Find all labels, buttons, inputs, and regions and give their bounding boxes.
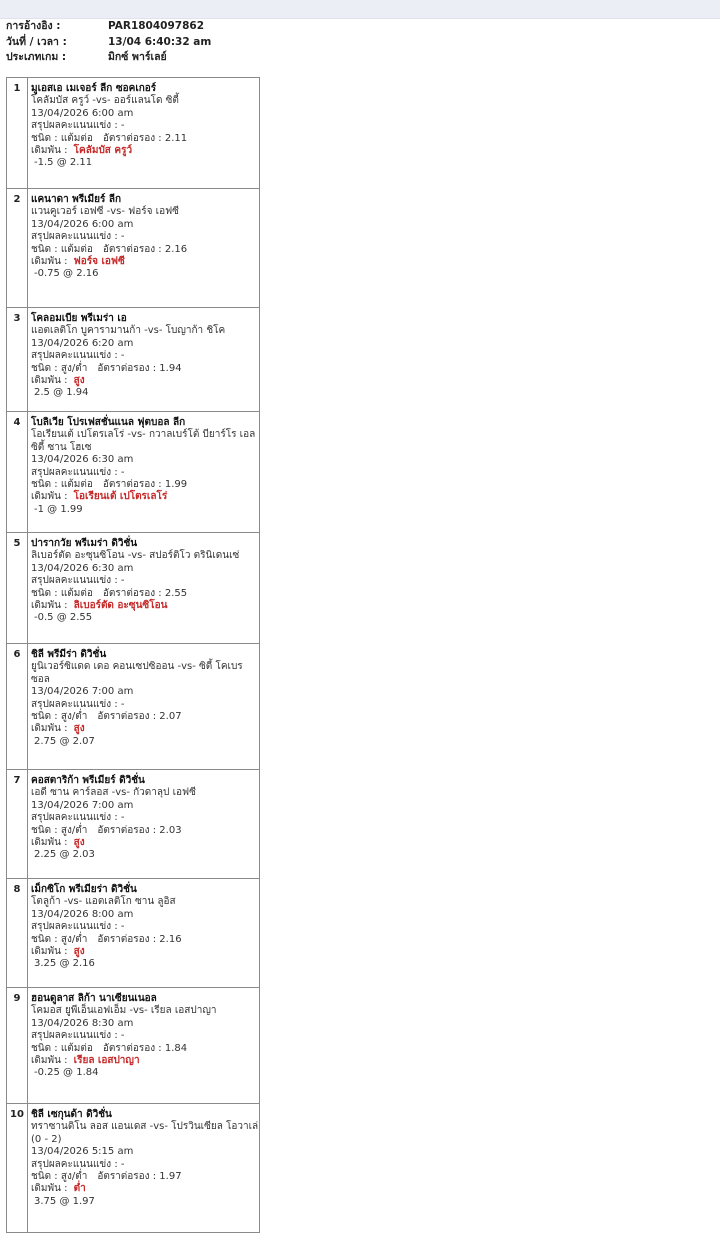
bet-number: 10 [7,1104,28,1232]
bet-selection: สูง [73,723,85,735]
league-name: โบลิเวีย โปรเฟสชั่นแนล ฟุตบอล ลีก [31,417,186,428]
bet-details [28,189,259,307]
bet-details [28,412,259,532]
odds-prefix: อัตราต่อรอง : [102,243,165,255]
bet-selection: ต่ำ [73,1183,86,1195]
bet-details [28,988,259,1103]
result-summary: สรุปผลคะแนนแข่ง : - [31,350,125,362]
bet-selection-line [31,145,259,157]
bet-prefix: เดิมพัน : [31,723,71,735]
bet-selection-line [31,1055,259,1067]
bet-details [28,644,259,769]
match-datetime: 13/04/2026 6:30 am [31,562,134,574]
bet-prefix: เดิมพัน : [31,946,71,958]
bet-selection: สูง [73,837,85,849]
type-prefix: ชนิด : [31,479,61,491]
bet-row [7,988,259,1104]
bet-row [7,533,259,644]
bet-details [28,1104,259,1232]
bet-number: 5 [7,533,28,643]
bet-details [28,770,259,878]
bet-selection-line [31,256,259,268]
bet-list [6,77,260,1233]
odds-prefix: อัตราต่อรอง : [97,933,160,945]
league-name: แคนาดา พรีเมียร์ ลีก [31,194,122,205]
handicap-odds: 2.25 @ 2.03 [34,849,95,861]
bet-selection-line [31,600,259,612]
bet-selection: เรียล เอสปาญา [73,1055,140,1067]
odds-prefix: อัตราต่อรอง : [97,711,160,723]
bet-type: แต้มต่อ [60,243,93,255]
bet-number: 1 [7,78,28,188]
handicap-odds: -0.5 @ 2.55 [34,612,93,624]
bet-type: แต้มต่อ [60,1042,93,1054]
result-summary: สรุปผลคะแนนแข่ง : - [31,575,125,587]
gametype-row [6,50,211,66]
type-prefix: ชนิด : [31,243,61,255]
bet-selection-line [31,1183,259,1195]
bet-type-line [31,1171,259,1183]
type-prefix: ชนิด : [31,933,61,945]
bet-odds: 2.03 [159,824,182,836]
bet-selection: สูง [73,375,85,387]
bet-selection: โคลัมบัส ครูว์ [73,145,133,157]
match-datetime: 13/04/2026 8:30 am [31,1017,134,1029]
bet-row [7,644,259,770]
datetime-row [6,35,211,51]
bet-number: 6 [7,644,28,769]
bet-type-line [31,711,259,723]
datetime-label: วันที่ / เวลา : [6,35,67,48]
ref-value: PAR1804097862 [108,20,205,32]
bet-prefix: เดิมพัน : [31,375,71,387]
bet-odds: 1.84 [164,1042,188,1054]
result-summary: สรุปผลคะแนนแข่ง : - [31,812,125,824]
handicap-odds: -1 @ 1.99 [34,503,83,515]
bet-row [7,189,259,308]
bet-selection-line [31,837,259,849]
bet-prefix: เดิมพัน : [31,1183,71,1195]
bet-details [28,78,259,188]
match-datetime: 13/04/2026 8:00 am [31,908,134,920]
bet-type: แต้มต่อ [60,132,93,144]
handicap-odds: -0.75 @ 2.16 [34,268,99,280]
result-summary: สรุปผลคะแนนแข่ง : - [31,120,125,132]
bet-odds: 2.11 [164,132,188,144]
match-teams: ลิเบอร์ตัด อะซุนซิโอน -vs- สปอร์ติโว ตรินิเดนเซ่ [31,550,240,562]
odds-prefix: อัตราต่อรอง : [102,132,165,144]
type-prefix: ชนิด : [31,824,61,836]
bet-type: สูง/ต่ำ [60,933,88,945]
bet-type: แต้มต่อ [60,587,93,599]
bet-type: สูง/ต่ำ [60,824,88,836]
league-name: คอสตาริก้า พรีเมียร์ ดิวิชั่น [31,775,145,786]
league-name: ฮอนดูลาส ลิก้า นาเซียนเนอล [31,993,157,1004]
bet-odds: 2.16 [159,933,182,945]
bet-details [28,308,259,411]
match-teams: แวนคูเวอร์ เอฟซี -vs- ฟอร์จ เอฟซี [31,206,179,218]
bet-selection-line [31,723,259,735]
bet-row [7,770,259,879]
odds-prefix: อัตราต่อรอง : [102,479,165,491]
match-teams: ยูนิเวอร์ซิแดด เดอ คอนเซปซิออน -vs- ซิตี้ โคเบรซอล [31,661,243,685]
bet-type: สูง/ต่ำ [60,362,88,374]
bet-details [28,533,259,643]
bet-odds: 1.99 [164,479,188,491]
league-name: มูเอสเอ เมเจอร์ ลีก ซอคเกอร์ [31,83,157,94]
bet-details [28,879,259,987]
bet-number: 8 [7,879,28,987]
bet-prefix: เดิมพัน : [31,145,71,157]
odds-prefix: อัตราต่อรอง : [97,824,160,836]
ref-label: การอ้างอิง : [6,20,61,32]
bet-type: แต้มต่อ [60,479,93,491]
bet-prefix: เดิมพัน : [31,600,71,612]
ticket-info [6,19,211,66]
type-prefix: ชนิด : [31,362,61,374]
match-datetime: 13/04/2026 6:20 am [31,337,134,349]
bet-prefix: เดิมพัน : [31,837,71,849]
match-datetime: 13/04/2026 7:00 am [31,799,134,811]
handicap-odds: -0.25 @ 1.84 [34,1067,99,1079]
match-teams: โคลัมบัส ครูว์ -vs- ออร์แลนโด ซิตี้ [31,95,179,107]
handicap-odds: 2.5 @ 1.94 [34,387,89,399]
match-datetime: 13/04/2026 5:15 am [31,1146,134,1158]
bet-row [7,308,259,412]
match-datetime: 13/04/2026 7:00 am [31,686,134,698]
odds-prefix: อัตราต่อรอง : [102,587,165,599]
type-prefix: ชนิด : [31,1042,61,1054]
bet-prefix: เดิมพัน : [31,491,71,503]
match-datetime: 13/04/2026 6:00 am [31,107,134,119]
bet-odds: 2.07 [159,711,182,723]
bet-type: สูง/ต่ำ [60,711,88,723]
type-prefix: ชนิด : [31,711,61,723]
bet-type-line [31,479,259,491]
league-name: เม็กซิโก พรีเมียร่า ดิวิชั่น [31,884,137,895]
type-prefix: ชนิด : [31,132,61,144]
match-datetime: 13/04/2026 6:00 am [31,218,134,230]
handicap-odds: 3.25 @ 2.16 [34,958,95,970]
match-teams: แอตเลติโก บูคารามานก้า -vs- โบญาก้า ชิโค [31,325,226,337]
bet-selection-line [31,946,259,958]
bet-type-line [31,934,259,946]
bet-number: 7 [7,770,28,878]
league-name: โคลอมเบีย พรีเมร่า เอ [31,313,127,324]
bet-type-line [31,588,259,600]
bet-number: 4 [7,412,28,532]
match-teams: โอเรียนเต้ เปโตรเลโร่ -vs- กวาลเบร์โต้ บียาร์โร เอล ซิตี้ ซาน โฮเซ [31,429,256,453]
odds-prefix: อัตราต่อรอง : [97,362,160,374]
result-summary: สรุปผลคะแนนแข่ง : - [31,921,125,933]
league-name: ชิลี พรีมีร่า ดิวิชั่น [31,649,107,660]
bet-type-line [31,1043,259,1055]
league-name: ปารากวัย พรีเมร่า ดิวิชั่น [31,538,138,549]
type-prefix: ชนิด : [31,587,61,599]
match-teams: โตลูก้า -vs- แอตเลติโก ซาน ลูอิส [31,896,176,908]
ref-row [6,19,211,35]
result-summary: สรุปผลคะแนนแข่ง : - [31,466,125,478]
gametype-label: ประเภทเกม : [6,51,67,63]
handicap-odds: -1.5 @ 2.11 [34,157,93,169]
bet-odds: 2.16 [164,243,188,255]
odds-prefix: อัตราต่อรอง : [102,1042,165,1054]
bet-selection: ฟอร์จ เอฟซี [73,256,125,268]
bet-selection-line [31,375,259,387]
match-teams: ทราซานดิโน ลอส แอนเดส -vs- โปรวินเซียล โอวาเล่ (0 - 2) [31,1121,259,1145]
datetime-value: 13/04 6:40:32 am [108,35,212,48]
handicap-odds: 2.75 @ 2.07 [34,735,95,747]
bet-selection: ลิเบอร์ตัด อะซุนซิโอน [73,600,168,612]
bet-number: 9 [7,988,28,1103]
bet-row [7,78,259,189]
bet-type-line [31,244,259,256]
match-datetime: 13/04/2026 6:30 am [31,454,134,466]
type-prefix: ชนิด : [31,1171,61,1183]
bet-row [7,879,259,988]
bet-odds: 1.94 [159,362,182,374]
bet-selection: โอเรียนเต้ เปโตรเลโร่ [73,491,168,503]
bet-selection: สูง [73,946,85,958]
bet-type-line [31,825,259,837]
gametype-value: มิกซ์ พาร์เลย์ [108,51,167,63]
handicap-odds: 3.75 @ 1.97 [34,1195,95,1207]
top-bar [0,0,720,19]
result-summary: สรุปผลคะแนนแข่ง : - [31,231,125,243]
result-summary: สรุปผลคะแนนแข่ง : - [31,698,125,710]
result-summary: สรุปผลคะแนนแข่ง : - [31,1158,125,1170]
bet-row [7,412,259,533]
bet-type-line [31,363,259,375]
bet-type: สูง/ต่ำ [60,1171,88,1183]
match-teams: เอดี ซาน คาร์ลอส -vs- กัวดาลุป เอฟซี [31,787,196,799]
bet-prefix: เดิมพัน : [31,1055,71,1067]
bet-odds: 1.97 [159,1171,182,1183]
league-name: ชิลี เซกุนด้า ดิวิชั่น [31,1109,112,1120]
bet-number: 3 [7,308,28,411]
result-summary: สรุปผลคะแนนแข่ง : - [31,1030,125,1042]
odds-prefix: อัตราต่อรอง : [97,1171,160,1183]
bet-type-line [31,133,259,145]
bet-selection-line [31,491,259,503]
match-teams: โคมอส ยูพีเอ็นเอฟเอ็ม -vs- เรียล เอสปาญา [31,1005,217,1017]
bet-number: 2 [7,189,28,307]
bet-prefix: เดิมพัน : [31,256,71,268]
bet-odds: 2.55 [164,587,188,599]
